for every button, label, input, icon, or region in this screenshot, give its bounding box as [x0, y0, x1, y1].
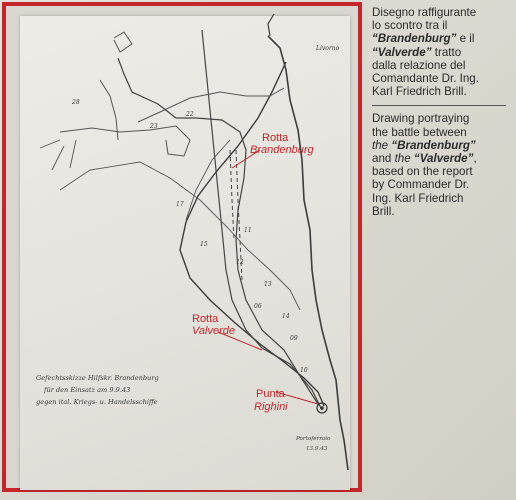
caption-en-text: the	[394, 152, 414, 166]
caption-panel	[372, 6, 512, 218]
handwritten-top-right: Livorno	[316, 45, 340, 52]
caption-divider	[372, 105, 506, 106]
svg-text:17: 17	[176, 201, 184, 208]
caption-en-line: the battle between	[372, 125, 467, 139]
coastline-west	[180, 62, 324, 406]
handwritten-note-line-1: Gefechtsskizze Hilfskr. Brandenburg	[36, 374, 159, 382]
handwritten-note-line-2: für den Einsatz am 9.9.43	[44, 386, 131, 394]
label-rotta-brandenburg-2: Brandenburg	[250, 144, 314, 156]
caption-it-text: e il	[456, 32, 475, 46]
caption-it-ship-valverde: “Valverde”	[372, 45, 432, 59]
caption-it-line: Disegno raffigurante	[372, 6, 477, 19]
caption-en-line: based on the report	[372, 165, 473, 179]
label-rotta-valverde-1: Rotta	[192, 313, 219, 325]
svg-text:22: 22	[186, 111, 194, 118]
svg-text:15: 15	[200, 241, 208, 248]
svg-text:14: 14	[282, 313, 290, 320]
svg-text:13: 13	[264, 281, 272, 288]
svg-text:28: 28	[72, 99, 80, 106]
svg-text:12: 12	[236, 259, 244, 266]
caption-en-line: Drawing portraying	[372, 112, 470, 126]
caption-it-line: lo scontro tra il	[372, 19, 448, 33]
handwritten-note-line-3: gegen ital. Kriegs- u. Handelsschiffe	[36, 398, 158, 406]
caption-italian	[372, 6, 512, 98]
svg-text:09: 09	[290, 335, 298, 342]
handwritten-corner-line-1: Portoferraio	[296, 436, 331, 442]
caption-english	[372, 112, 512, 218]
caption-en-line: Brill.	[372, 204, 395, 218]
caption-en-ship-brandenburg: “Brandenburg”	[391, 138, 476, 152]
caption-en-line: by Commander Dr.	[372, 178, 470, 192]
handwritten-corner-line-2: 13.9.43	[306, 446, 328, 452]
caption-en-text: ,	[473, 152, 477, 166]
label-rotta-brandenburg-1: Rotta	[262, 132, 289, 144]
caption-it-line: Karl Friedrich Brill.	[372, 85, 467, 99]
label-punta-righini-2: Righini	[254, 401, 288, 413]
label-punta-righini-1: Punta	[256, 388, 285, 400]
svg-text:10: 10	[300, 367, 308, 374]
caption-en-line: Ing. Karl Friedrich	[372, 191, 464, 205]
caption-en-text: and	[372, 152, 395, 166]
label-rotta-valverde-2: Valverde	[192, 325, 236, 337]
caption-it-line: dalla relazione del	[372, 58, 466, 72]
svg-text:23: 23	[150, 123, 158, 130]
caption-en-text: the	[372, 138, 392, 152]
caption-it-line: Comandante Dr. Ing.	[372, 72, 479, 86]
caption-en-ship-valverde: “Valverde”	[413, 152, 474, 166]
svg-text:06: 06	[254, 303, 262, 310]
svg-text:11: 11	[244, 227, 252, 234]
caption-it-text: tratto	[431, 45, 462, 59]
brandenburg-route	[118, 58, 318, 404]
caption-it-ship-brandenburg: “Brandenburg”	[372, 32, 457, 46]
